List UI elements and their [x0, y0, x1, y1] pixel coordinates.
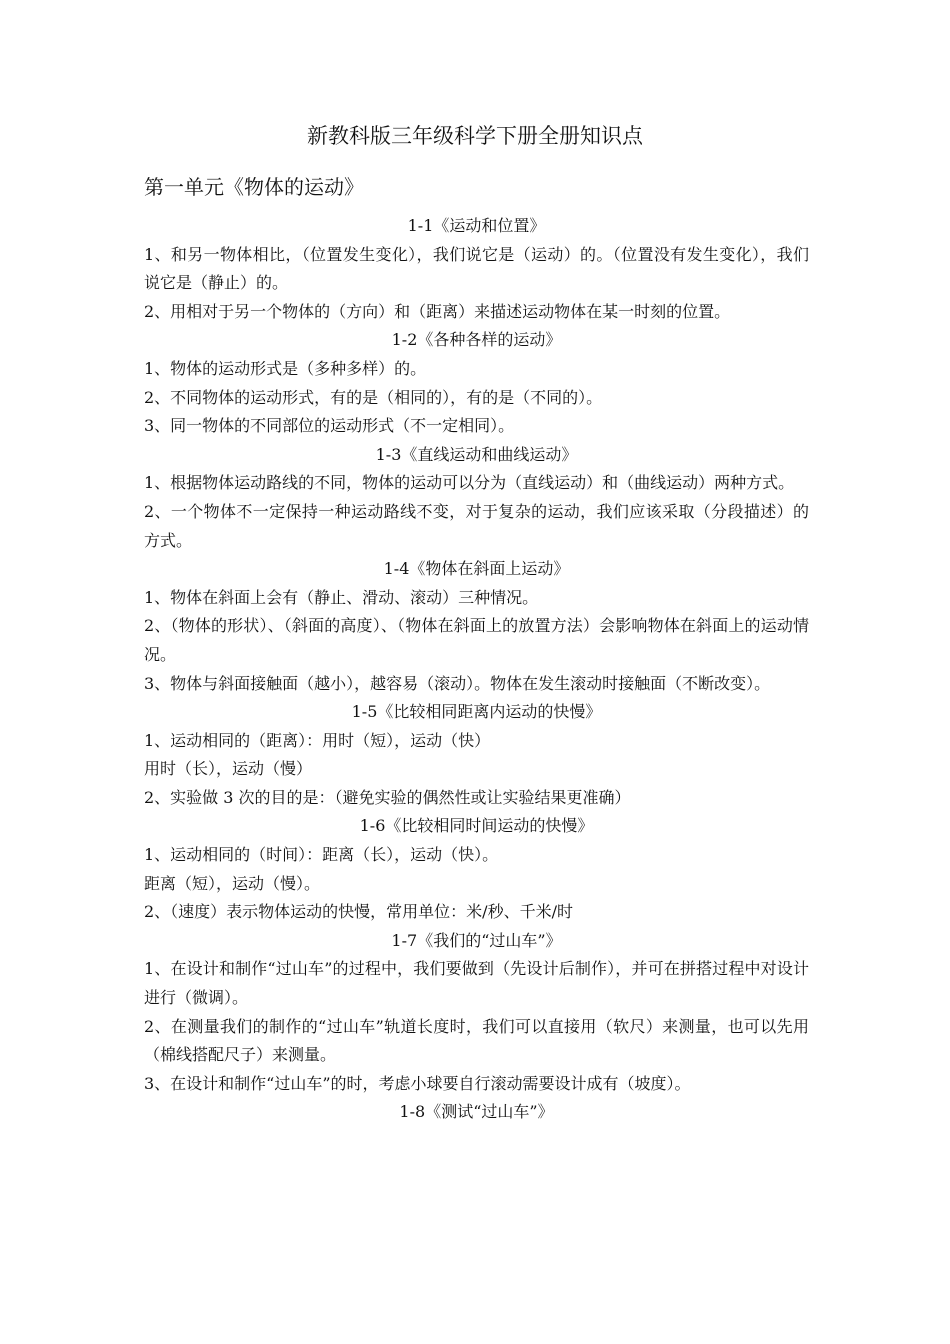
knowledge-point: 1、物体在斜面上会有（静止、滑动、滚动）三种情况。	[144, 587, 539, 607]
unit-title: 第一单元《物体的运动》	[144, 175, 364, 199]
lesson-heading: 1-2《各种各样的运动》	[391, 330, 562, 350]
knowledge-point: 2、实验做 3 次的目的是：（避免实验的偶然性或让实验结果更准确）	[144, 787, 631, 807]
knowledge-point: 2、（速度）表示物体运动的快慢，常用单位：米/秒、千米/时	[144, 902, 573, 922]
knowledge-point: 3、同一物体的不同部位的运动形式（不一定相同）。	[144, 416, 515, 436]
knowledge-point: 1、运动相同的（距离）：用时（短），运动（快）	[144, 730, 491, 750]
knowledge-point: 1、根据物体运动路线的不同，物体的运动可以分为（直线运动）和（曲线运动）两种方式。	[144, 473, 795, 493]
lesson-heading: 1-3《直线运动和曲线运动》	[375, 444, 578, 464]
knowledge-point: 1、在设计和制作“过山车”的过程中，我们要做到（先设计后制作），并可在拼搭过程中对设计进行（微调）。	[144, 959, 809, 1008]
lesson-heading: 1-5《比较相同距离内运动的快慢》	[351, 702, 602, 722]
lesson-heading: 1-8《测试“过山车”》	[399, 1102, 554, 1122]
lesson-heading: 1-1《运动和位置》	[407, 216, 546, 235]
knowledge-point: 2、不同物体的运动形式，有的是（相同的），有的是（不同的）。	[144, 387, 603, 407]
knowledge-point: 距离（短），运动（慢）。	[144, 873, 321, 893]
document-body	[144, 212, 809, 1127]
knowledge-point: 1、物体的运动形式是（多种多样）的。	[144, 358, 427, 378]
knowledge-point: 2、一个物体不一定保持一种运动路线不变，对于复杂的运动，我们应该采取（分段描述）的方式。	[144, 501, 809, 550]
lesson-heading: 1-7《我们的“过山车”》	[391, 930, 562, 950]
knowledge-point: 1、和另一物体相比，（位置发生变化），我们说它是（运动）的。（位置没有发生变化），我们说它是（静止）的。	[144, 244, 809, 293]
lesson-heading: 1-4《物体在斜面上运动》	[383, 559, 570, 579]
knowledge-point: 用时（长），运动（慢）	[144, 759, 313, 779]
knowledge-point: 3、物体与斜面接触面（越小），越容易（滚动）。物体在发生滚动时接触面（不断改变）。	[144, 673, 771, 693]
knowledge-point: 2、用相对于另一个物体的（方向）和（距离）来描述运动物体在某一时刻的位置。	[144, 301, 731, 321]
document-title: 新教科版三年级科学下册全册知识点	[307, 124, 643, 148]
knowledge-point: 2、（物体的形状）、（斜面的高度）、（物体在斜面上的放置方法）会影响物体在斜面上的运动情况。	[144, 616, 809, 664]
knowledge-point: 3、在设计和制作“过山车”的时，考虑小球要自行滚动需要设计成有（坡度）。	[144, 1073, 691, 1093]
knowledge-point: 1、运动相同的（时间）：距离（长），运动（快）。	[144, 845, 499, 865]
knowledge-point: 2、在测量我们的制作的“过山车”轨道长度时，我们可以直接用（软尺）来测量，也可以先用（棉线搭配尺子）来测量。	[144, 1016, 809, 1065]
lesson-heading: 1-6《比较相同时间运动的快慢》	[359, 816, 594, 836]
